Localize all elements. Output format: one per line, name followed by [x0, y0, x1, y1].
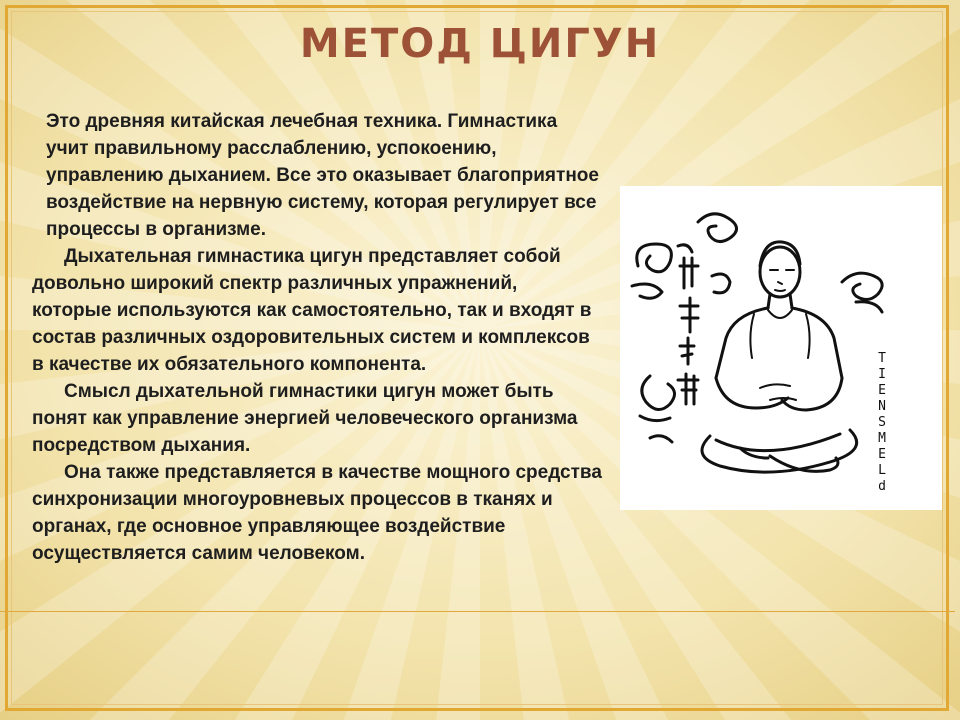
- meditating-figure-drawing: [620, 186, 942, 510]
- svg-text:E: E: [878, 383, 886, 398]
- slide-title: МЕТОД ЦИГУН: [299, 21, 661, 67]
- paragraph-3: Смысл дыхательной гимнастики цигун может быть понят как управление энергией человеческого организма посредством дыхания.: [32, 381, 578, 456]
- svg-text:S: S: [878, 415, 886, 430]
- divider-line: [0, 611, 955, 612]
- paragraph-1: Это древняя китайская лечебная техника. Гимнастика учит правильному расслаблению, успокоению, управлению дыханием. Все это оказывает благоприятное воздействие на нервную систему, которая регулирует все процессы в организме.: [46, 111, 599, 240]
- svg-text:N: N: [878, 399, 886, 414]
- qigong-illustration: [620, 186, 942, 510]
- paragraph-2: Дыхательная гимнастика цигун представляет собой довольно широкий спектр различных упражнений, которые используются как самостоятельно, так и входят в состав различных оздоровительных систем и комплексов в качестве их обязательного компонента.: [32, 246, 592, 375]
- svg-text:d: d: [878, 479, 886, 494]
- svg-text:M: M: [878, 431, 886, 446]
- svg-text:L: L: [878, 463, 886, 478]
- body-text: [32, 108, 602, 567]
- svg-text:I: I: [878, 367, 886, 382]
- paragraph-4: Она также представляется в качестве мощного средства синхронизации многоуровневых процессов в тканях и органах, где основное управляющее воздействие осуществляется самим человеком.: [32, 462, 602, 564]
- svg-text:E: E: [878, 447, 886, 462]
- svg-text:T: T: [878, 351, 886, 366]
